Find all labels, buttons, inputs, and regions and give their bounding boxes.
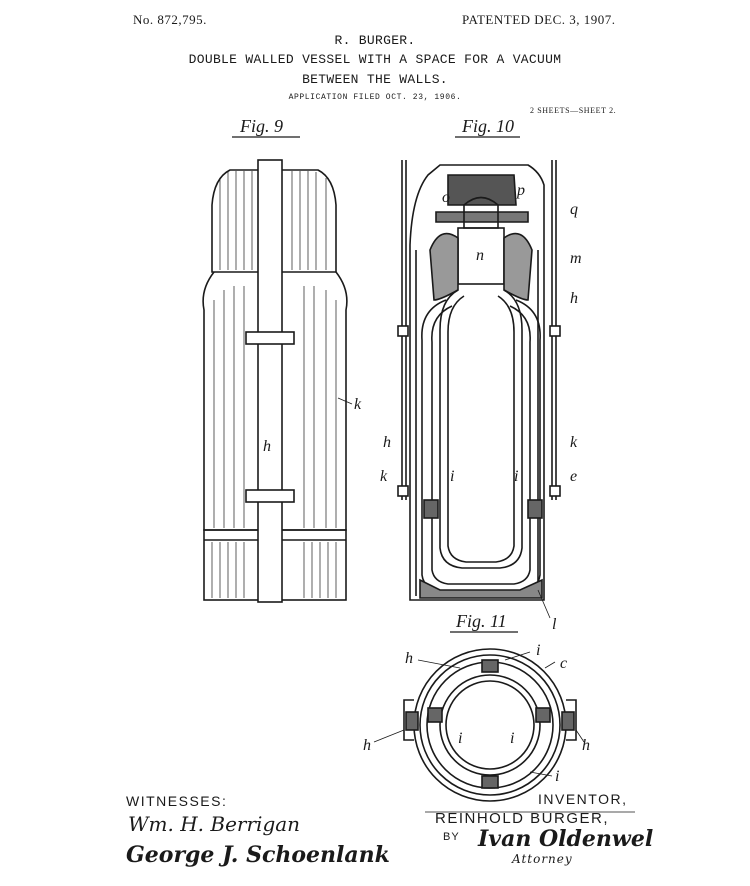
fig11-ref-i-right: i <box>510 730 515 747</box>
inventor-name: REINHOLD BURGER, <box>435 810 610 827</box>
sheets-label: 2 SHEETS—SHEET 2. <box>530 106 617 115</box>
witness1-signature: Wm. H. Berrigan <box>128 812 301 836</box>
fig9-label: Fig. 9 <box>240 116 283 136</box>
fig9-ref-h: h <box>263 438 271 455</box>
fig10-label: Fig. 10 <box>462 116 514 136</box>
fig10-ref-l: l <box>552 616 557 633</box>
attorney-label: Attorney <box>512 852 573 866</box>
title-line2: BETWEEN THE WALLS. <box>302 72 448 87</box>
fig10-ref-o: o <box>442 189 450 206</box>
patented-date: PATENTED DEC. 3, 1907. <box>462 12 616 27</box>
fig11-ref-c: c <box>560 655 568 672</box>
fig11-drawing <box>374 649 584 801</box>
fig11-ref-h-left: h <box>363 737 371 754</box>
patent-number: No. 872,795. <box>133 12 207 27</box>
fig11-ref-h-right: h <box>582 737 590 754</box>
fig10-ref-h: h <box>570 290 578 307</box>
inventor-short: R. BURGER. <box>334 33 416 48</box>
fig11-ref-i-top: i <box>536 642 541 659</box>
fig11-ref-i-left: i <box>458 730 463 747</box>
fig10-ref-p: p <box>517 182 525 199</box>
fig10-ref-k-right: k <box>570 434 578 451</box>
fig10-ref-n: n <box>476 247 484 264</box>
attorney-signature: Ivan Oldenwel <box>478 826 654 852</box>
fig10-ref-i-right: i <box>514 468 519 485</box>
fig10-ref-q: q <box>570 201 578 218</box>
fig10-ref-e: e <box>570 468 578 485</box>
fig9-drawing <box>203 160 352 602</box>
witness2-signature: George J. Schoenlank <box>126 842 390 868</box>
inventor-label: INVENTOR, <box>538 791 628 807</box>
witnesses-label: WITNESSES: <box>126 793 228 809</box>
title-line1: DOUBLE WALLED VESSEL WITH A SPACE FOR A VACUUM <box>188 52 562 67</box>
fig10-ref-k-left: k <box>380 468 388 485</box>
fig10-ref-m: m <box>570 250 582 267</box>
fig10-ref-h-left: h <box>383 434 391 451</box>
by-label: BY <box>443 831 460 843</box>
fig9-ref-k: k <box>354 396 362 413</box>
fig11-label: Fig. 11 <box>456 611 507 631</box>
fig11-ref-h-top: h <box>405 650 413 667</box>
fig10-ref-i-left: i <box>450 468 455 485</box>
fig11-ref-i-bottom: i <box>555 768 560 785</box>
fig10-drawing <box>398 160 560 618</box>
application-filed: APPLICATION FILED OCT. 23, 1906. <box>288 93 462 102</box>
